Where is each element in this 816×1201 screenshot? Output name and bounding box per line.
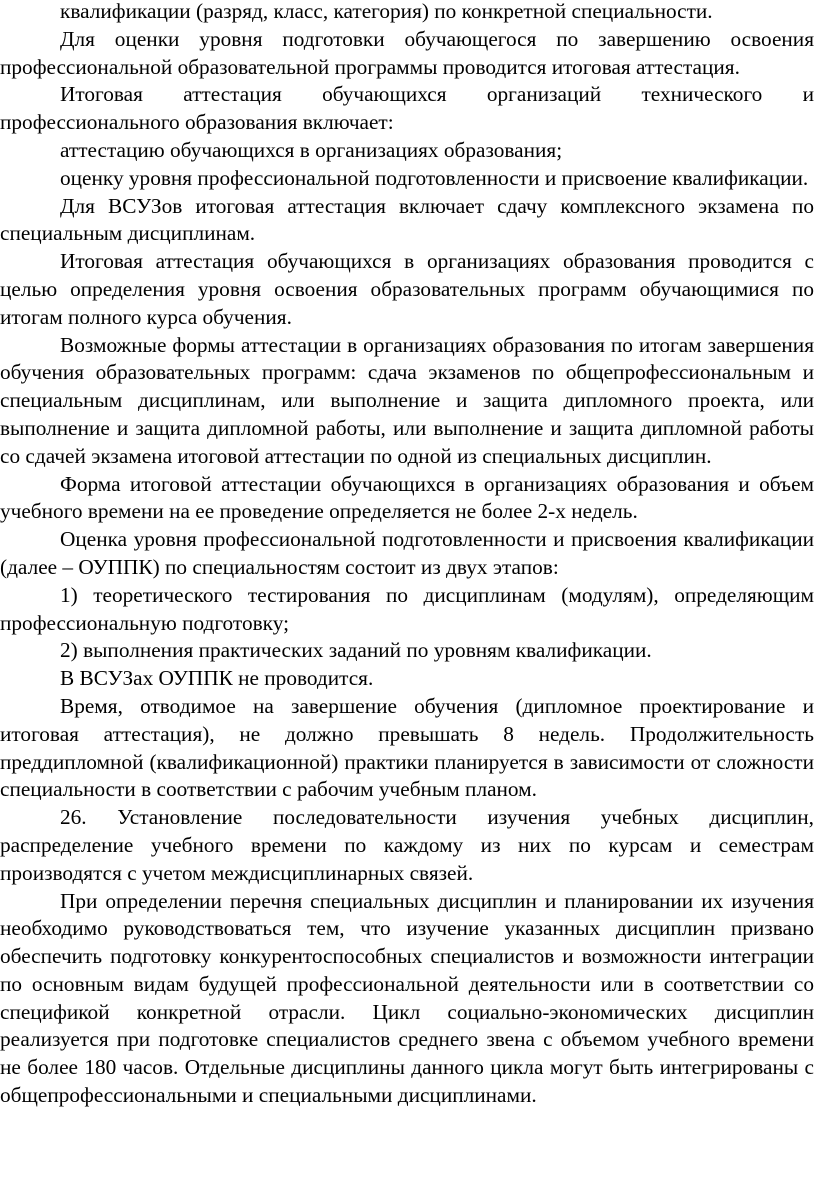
paragraph-1: квалификации (разряд, класс, категория) по конкретной специальности.: [60, 0, 713, 23]
paragraph-4: аттестацию обучающихся в организациях образования;: [60, 137, 563, 162]
paragraph-9: Форма итоговой аттестации обучающихся в организациях образования и объем учебного времени на ее проведение определяется не более 2-х недель.: [0, 471, 814, 524]
paragraph-3: Итоговая аттестация обучающихся организаций технического и профессионального образования включает:: [0, 82, 814, 135]
list-item-1: 1) теоретического тестирования по дисциплинам (модулям), определяющим профессиональную подготовку;: [0, 582, 814, 635]
paragraph-13: 26. Установление последовательности изучения учебных дисциплин, распределение учебного времени по каждому из них по курсам и семестрам производятся с учетом междисциплинарных связей.: [0, 805, 814, 885]
paragraph-8: Возможные формы аттестации в организациях образования по итогам завершения обучения образовательных программ: сдача экзаменов по общепрофессиональным и специальным дисциплинам, или выполнение и защита дипломного проекта, или выполнение и защита дипломной работы, или выполнение и защита дипломной работы со сдачей экзамена итоговой аттестации по одной из специальных дисциплин.: [0, 332, 814, 468]
paragraph-7: Итоговая аттестация обучающихся в организациях образования проводится с целью определения уровня освоения образовательных программ обучающимися по итогам полного курса обучения.: [0, 249, 814, 329]
paragraph-10: Оценка уровня профессиональной подготовленности и присвоения квалификации (далее – ОУППК) по специальностям состоит из двух этапов:: [0, 527, 814, 579]
list-item-2: 2) выполнения практических заданий по уровням квалификации.: [60, 638, 652, 663]
paragraph-12: Время, отводимое на завершение обучения (дипломное проектирование и итоговая аттестация), не должно превышать 8 недель. Продолжительность преддипломной (квалификационной) практики планируется в зависимости от сложности специальности в соответствии с рабочим учебным планом.: [0, 693, 814, 802]
paragraph-2: Для оценки уровня подготовки обучающегося по завершению освоения профессиональной образовательной программы проводится итоговая аттестация.: [0, 26, 814, 79]
paragraph-11: В ВСУЗах ОУППК не проводится.: [60, 666, 374, 691]
paragraph-14: При определении перечня специальных дисциплин и планировании их изучения необходимо руководствоваться тем, что изучение указанных дисциплин призвано обеспечить подготовку конкурентоспособных специалистов и возможности интеграции по основным видам будущей профессиональной деятельности или в соответствии со спецификой конкретной отрасли. Цикл социально-экономических дисциплин реализуется при подготовке специалистов среднего звена с объемом учебного времени не более 180 часов. Отдельные дисциплины данного цикла могут быть интегрированы с общепрофессиональными и специальными дисциплинами.: [0, 888, 814, 1108]
paragraph-6: Для ВСУЗов итоговая аттестация включает сдачу комплексного экзамена по специальным дисциплинам.: [0, 193, 814, 246]
paragraph-5: оценку уровня профессиональной подготовленности и присвоение квалификации.: [60, 165, 809, 190]
